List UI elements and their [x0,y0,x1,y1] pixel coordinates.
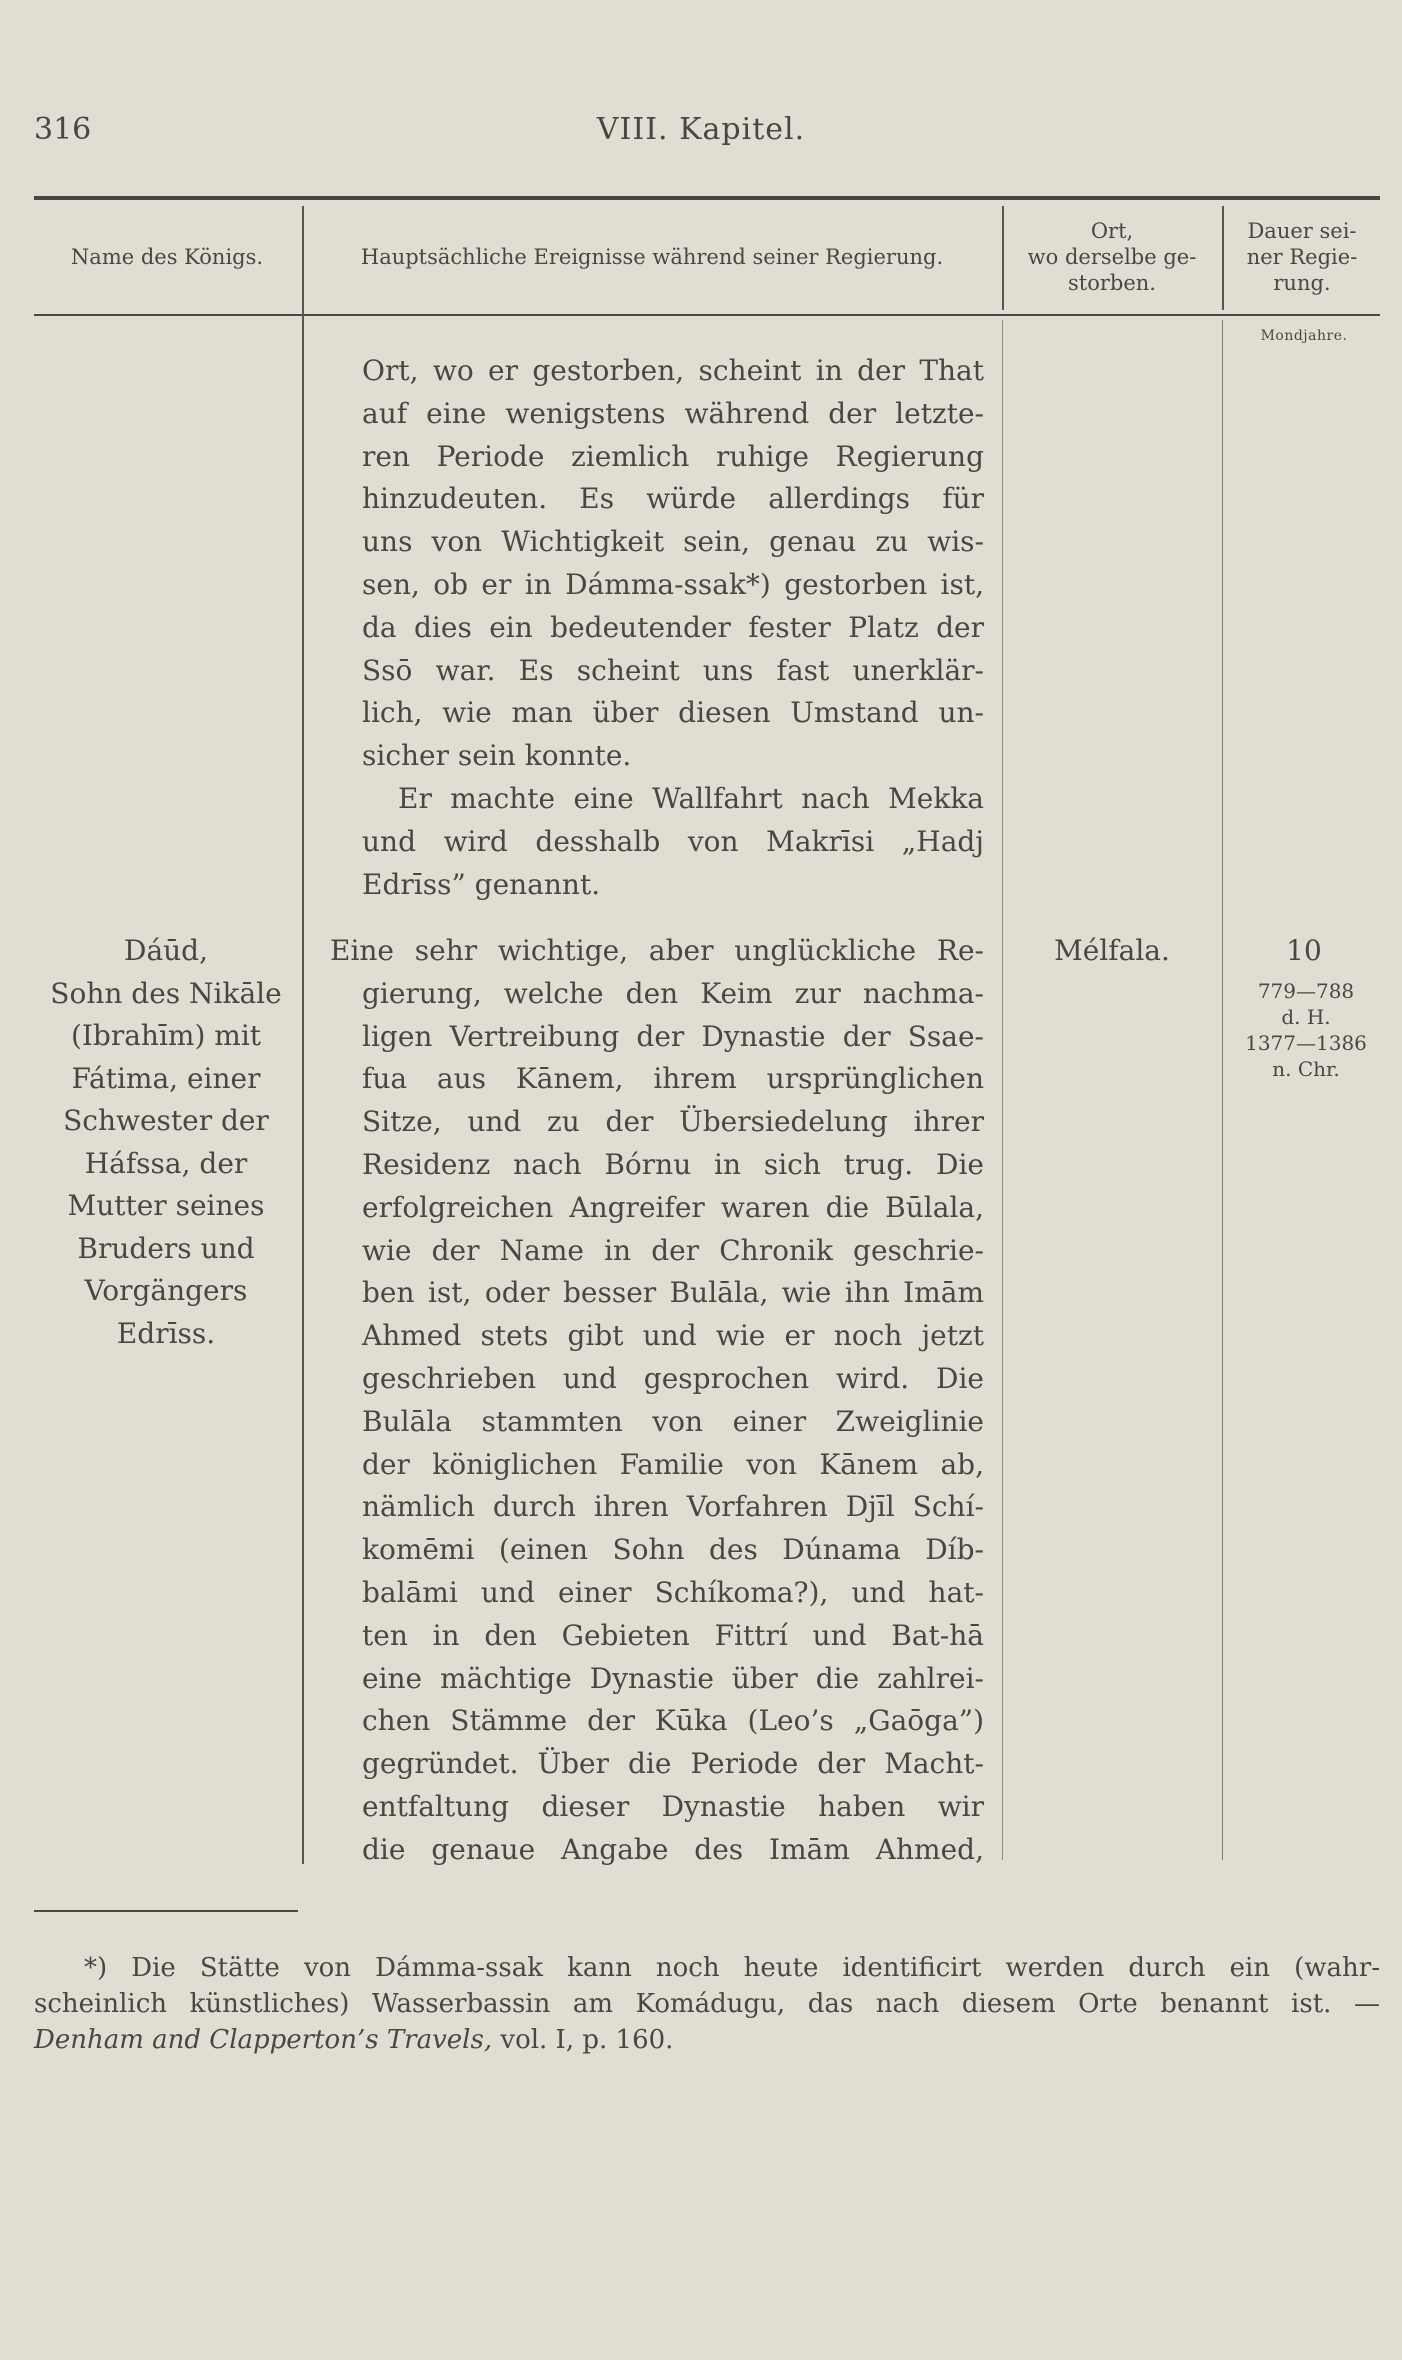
table-top-rule [34,196,1380,200]
header-events: Hauptsächliche Ereignisse während seiner Regierung. [360,245,944,269]
continuation-text: Ort, wo er gestorben, scheint in der That auf eine wenigstens während der letzte- ren Periode ziemlich ruhige Regierung hinzudeuten. Es würde allerdings für uns von Wichtigkeit sein, genau zu wis- sen, ob er in Dámma-ssak*) gestorben ist, da dies ein bedeutender fester Platz der Ssō war. Es scheint uns fast unerklär- lich, wie man über diesen Umstand un- sicher sein konnte. Er machte eine Wallfahrt nach Mekka und wird desshalb von Makrīsi „Hadj Edrīss” genannt. [362,354,984,901]
reign-events: Eine sehr wichtige, aber unglückliche Re- gierung, welche den Keim zur nachma- ligen Vertreibung der Dynastie der Ssae- fua aus Kānem, ihrem ursprünglichen Sitze, und zu der Übersiedelung ihrer Residenz nach Bórnu in sich trug. Die erfolgreichen Angreifer waren die Būlala, wie der Name in der Chronik geschrie- ben ist, oder besser Bulāla, wie ihn Imām Ahmed stets gibt und wie er noch jetzt geschrieben und gesprochen wird. Die Bulāla stammten von einer Zweiglinie der königlichen Familie von Kānem ab, nämlich durch ihren Vorfahren Djīl Schí- komēmi (einen Sohn des Dúnama Díb- balāmi und einer Schíkoma?), und hat- ten in den Gebieten Fittrí und Bat-hā eine mächtige Dynastie über die zahlrei- chen Stämme der Kūka (Leo’s „Gaōga”) gegründet. Über die Periode der Macht- entfaltung dieser Dynastie haben wir die genaue Angabe des Imām Ahmed, [330,934,984,1866]
duration-years: 10 [1286,934,1322,967]
duration-dates: 779—788 d. H. 1377—1386 n. Chr. [1245,979,1367,1081]
running-head: VIII. Kapitel. [596,112,806,147]
place-of-death: Mélfala. [1054,934,1170,967]
footnote-citation: Denham and Clapperton’s Travels, vol. I, p. 160. [34,2025,674,2055]
header-duration: Dauer sei- ner Regie- rung. [1246,219,1358,295]
header-place: Ort, wo derselbe ge- storben. [1027,219,1197,295]
footnote: *) Die Stätte von Dámma-ssak kann noch heute identificirt werden durch ein (wahr- scheinlich künstliches) Wasserbassin am Komádugu, das nach diesem Orte benannt ist. — Denham and Clapperton’s Travels, vol. I, p. 160. [34,1950,1380,2058]
page-number: 316 [34,112,92,147]
column-divider [302,206,304,1864]
column-divider [1002,320,1003,1860]
king-name: Dáūd, Sohn des Nikāle (Ibrahīm) mit Fátima, einer Schwester der Háfssa, der Mutter seines Bruders und Vorgängers Edrīss. [50,934,282,1350]
column-divider [1222,320,1223,1860]
footnote-rule [34,1910,298,1912]
table-header-rule [34,314,1380,316]
header-name: Name des Königs. [70,245,264,269]
duration-unit: Mondjahre. [1260,328,1348,344]
